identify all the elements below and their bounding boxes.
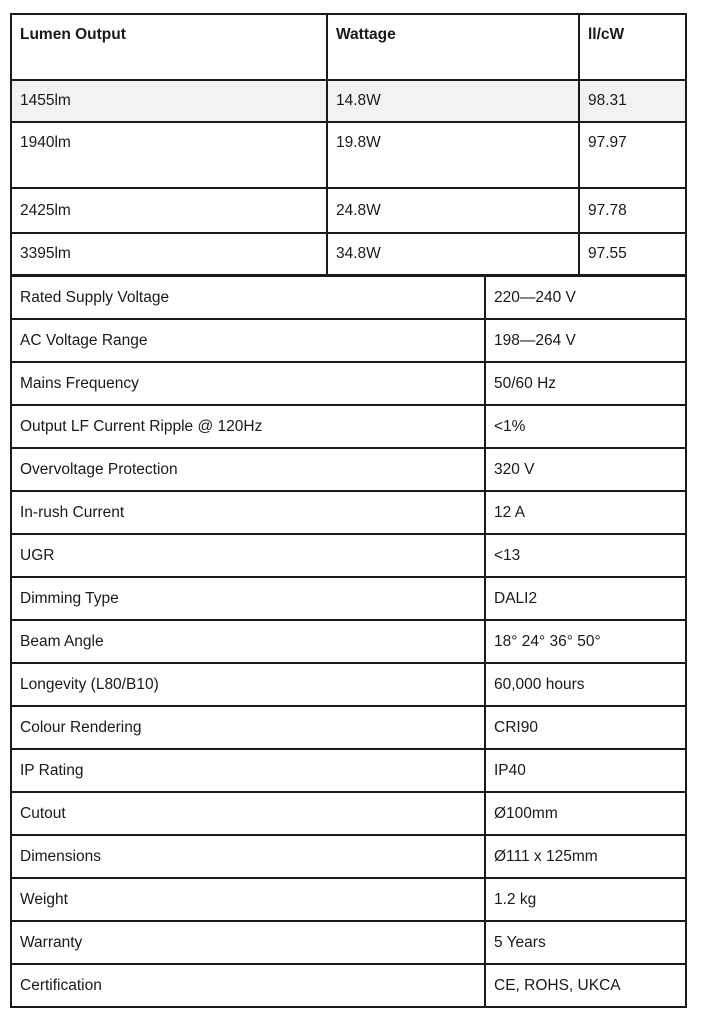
table-row bbox=[11, 276, 686, 319]
efficacy-cell: 97.97 bbox=[579, 122, 686, 188]
spec-value: 50/60 Hz bbox=[485, 362, 686, 405]
spec-label: Output LF Current Ripple @ 120Hz bbox=[11, 405, 485, 448]
spec-label: Weight bbox=[11, 878, 485, 921]
table-row bbox=[11, 706, 686, 749]
spec-label: Dimming Type bbox=[11, 577, 485, 620]
spec-value: 1.2 kg bbox=[485, 878, 686, 921]
spec-value: 12 A bbox=[485, 491, 686, 534]
table-row bbox=[11, 534, 686, 577]
wattage-cell: 14.8W bbox=[327, 80, 579, 122]
spec-label: In-rush Current bbox=[11, 491, 485, 534]
spec-label: AC Voltage Range bbox=[11, 319, 485, 362]
table-row bbox=[11, 188, 686, 233]
specification-table bbox=[10, 275, 687, 1008]
lumen-output-cell: 1940lm bbox=[11, 122, 327, 188]
table-row bbox=[11, 964, 686, 1007]
table-row bbox=[11, 835, 686, 878]
table-row bbox=[11, 878, 686, 921]
spec-value: IP40 bbox=[485, 749, 686, 792]
table-row bbox=[11, 577, 686, 620]
lumen-output-cell: 1455lm bbox=[11, 80, 327, 122]
spec-label: IP Rating bbox=[11, 749, 485, 792]
spec-value: 320 V bbox=[485, 448, 686, 491]
performance-table bbox=[10, 13, 687, 276]
spec-value: DALI2 bbox=[485, 577, 686, 620]
table-row bbox=[11, 405, 686, 448]
spec-label: Rated Supply Voltage bbox=[11, 276, 485, 319]
table-row bbox=[11, 319, 686, 362]
wattage-cell: 34.8W bbox=[327, 233, 579, 275]
table-row bbox=[11, 921, 686, 964]
lumen-output-cell: 3395lm bbox=[11, 233, 327, 275]
wattage-cell: 19.8W bbox=[327, 122, 579, 188]
spec-label: Certification bbox=[11, 964, 485, 1007]
wattage-cell: 24.8W bbox=[327, 188, 579, 233]
table-row bbox=[11, 122, 686, 188]
spec-label: UGR bbox=[11, 534, 485, 577]
spec-label: Beam Angle bbox=[11, 620, 485, 663]
table-row bbox=[11, 663, 686, 706]
spec-value: 18° 24° 36° 50° bbox=[485, 620, 686, 663]
spec-value: 60,000 hours bbox=[485, 663, 686, 706]
spec-value: Ø111 x 125mm bbox=[485, 835, 686, 878]
spec-label: Colour Rendering bbox=[11, 706, 485, 749]
spec-label: Cutout bbox=[11, 792, 485, 835]
header-wattage: Wattage bbox=[327, 14, 579, 80]
spec-label: Dimensions bbox=[11, 835, 485, 878]
table-row bbox=[11, 792, 686, 835]
header-efficacy: ll/cW bbox=[579, 14, 686, 80]
spec-label: Mains Frequency bbox=[11, 362, 485, 405]
efficacy-cell: 97.55 bbox=[579, 233, 686, 275]
header-lumen-output: Lumen Output bbox=[11, 14, 327, 80]
spec-label: Longevity (L80/B10) bbox=[11, 663, 485, 706]
table-row bbox=[11, 620, 686, 663]
spec-label: Warranty bbox=[11, 921, 485, 964]
spec-value: CRI90 bbox=[485, 706, 686, 749]
efficacy-cell: 98.31 bbox=[579, 80, 686, 122]
spec-value: 5 Years bbox=[485, 921, 686, 964]
table-row bbox=[11, 448, 686, 491]
table-row bbox=[11, 233, 686, 275]
spec-value: <1% bbox=[485, 405, 686, 448]
spec-value: 198—264 V bbox=[485, 319, 686, 362]
table-row bbox=[11, 362, 686, 405]
table-row bbox=[11, 491, 686, 534]
lumen-output-cell: 2425lm bbox=[11, 188, 327, 233]
spec-value: 220—240 V bbox=[485, 276, 686, 319]
table-row bbox=[11, 80, 686, 122]
performance-header-row bbox=[11, 14, 686, 80]
table-row bbox=[11, 749, 686, 792]
spec-label: Overvoltage Protection bbox=[11, 448, 485, 491]
efficacy-cell: 97.78 bbox=[579, 188, 686, 233]
spec-value: Ø100mm bbox=[485, 792, 686, 835]
spec-value: CE, ROHS, UKCA bbox=[485, 964, 686, 1007]
spec-value: <13 bbox=[485, 534, 686, 577]
